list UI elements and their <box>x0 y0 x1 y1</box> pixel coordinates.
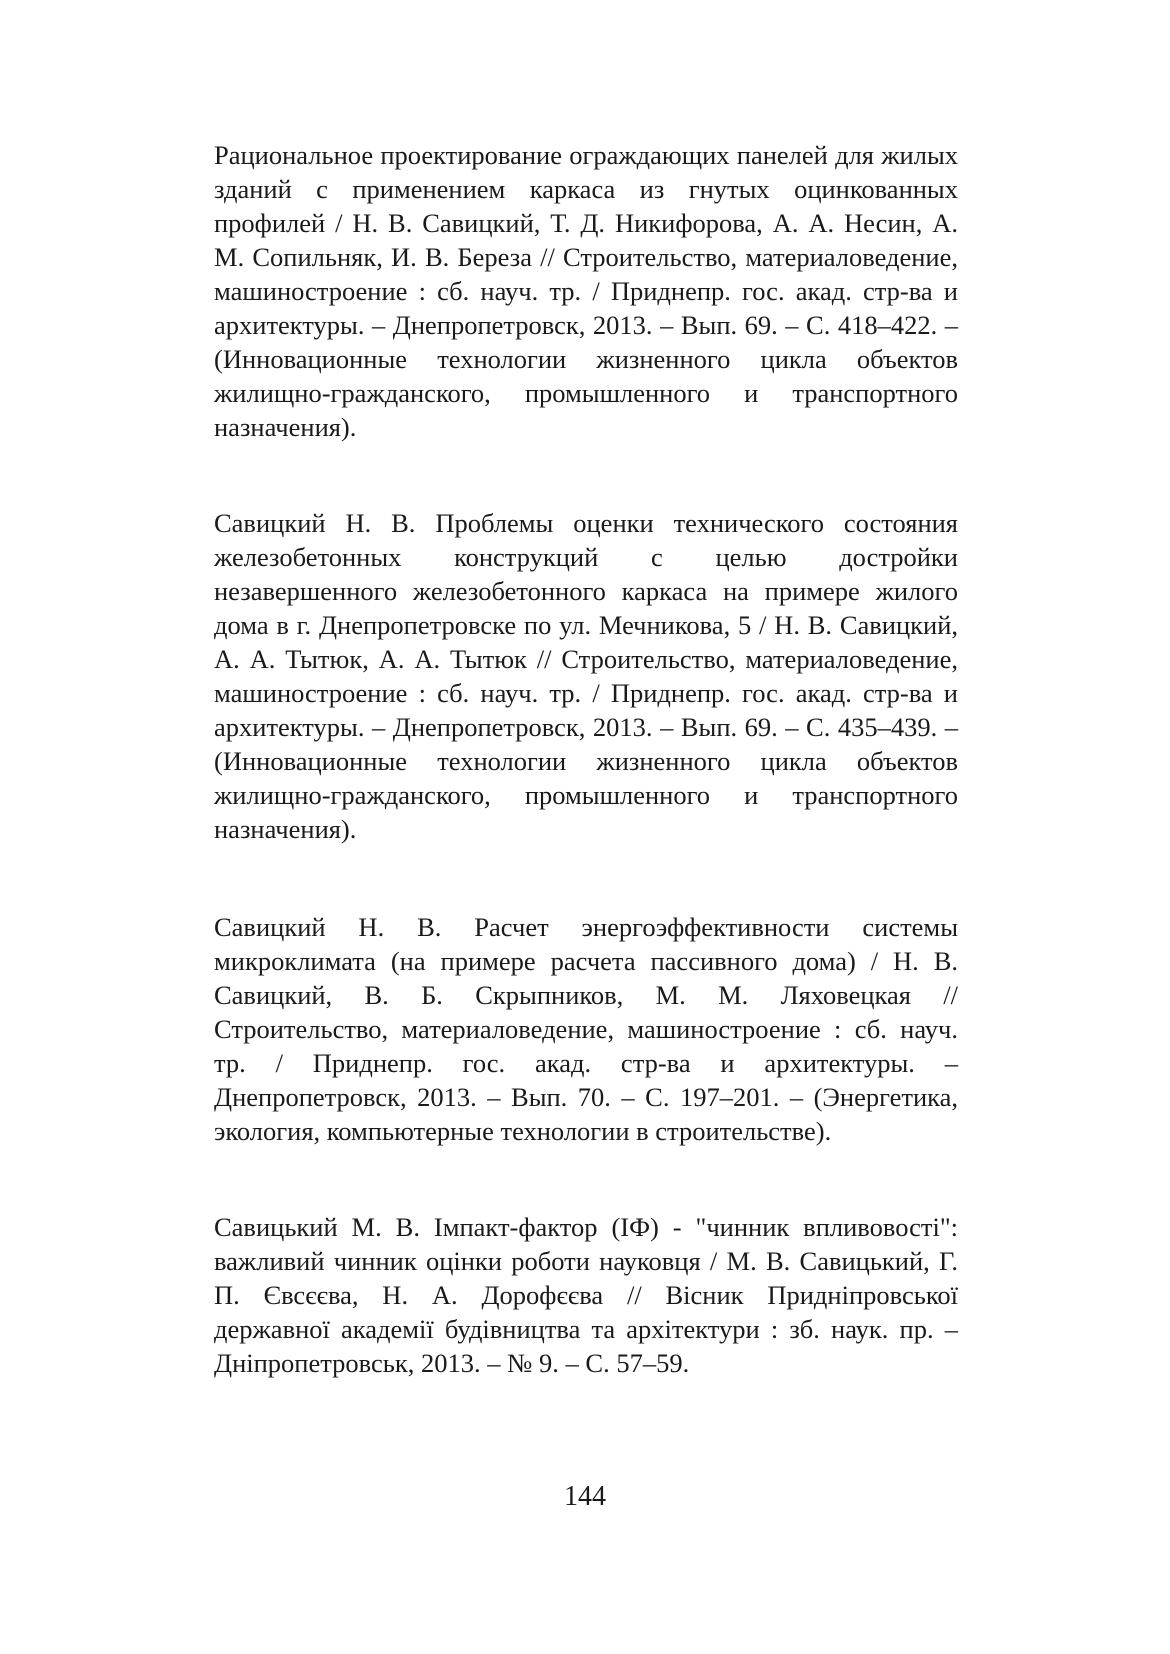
bibliography-entry: Савицкий Н. В. Проблемы оценки технического состояния железобетонных конструкций с целью достройки незавершенного железобетонного каркаса на примере жилого дома в г. Днепропетровске по ул. Мечникова, 5 / Н. В. Савицкий, А. А. Тытюк, А. А. Тытюк // Строительство, материаловедение, машиностроение : сб. науч. тр. / Приднепр. гос. акад. стр-ва и архитектуры. – Днепропетровск, 2013. – Вып. 69. – С. 435–439. – (Инновационные технологии жизненного цикла объектов жилищно-гражданского, промышленного и транспортного назначения). <box>214 508 958 844</box>
bibliography-entry: Савицький М. В. Імпакт-фактор (ІФ) - "чинник впливовості": важливий чинник оцінки роботи науковця / М. В. Савицький, Г. П. Євсєєва, Н. А. Дорофєєва // Вісник Придніпровської державної академії будівництва та архітектури : зб. наук. пр. – Дніпропетровськ, 2013. – № 9. – С. 57–59. <box>214 1212 958 1378</box>
page-number: 144 <box>564 1481 606 1512</box>
bibliography-entry: Рациональное проектирование ограждающих панелей для жилых зданий с применением каркаса из гнутых оцинкованных профилей / Н. В. Савицкий, Т. Д. Никифорова, А. А. Несин, А. М. Сопильняк, И. В. Береза // Строительство, материаловедение, машиностроение : сб. науч. тр. / Приднепр. гос. акад. стр-ва и архитектуры. – Днепропетровск, 2013. – Вып. 69. – С. 418–422. – (Инновационные технологии жизненного цикла объектов жилищно-гражданского, промышленного и транспортного назначения). <box>214 140 958 442</box>
bibliography-entry: Савицкий Н. В. Расчет энергоэффективности системы микроклимата (на примере расчета пассивного дома) / Н. В. Савицкий, В. Б. Скрыпников, М. М. Ляховецкая // Строительство, материаловедение, машиностроение : сб. науч. тр. / Приднепр. гос. акад. стр-ва и архитектуры. – Днепропетровск, 2013. – Вып. 70. – С. 197–201. – (Энергетика, экология, компьютерные технологии в строительстве). <box>214 912 958 1146</box>
